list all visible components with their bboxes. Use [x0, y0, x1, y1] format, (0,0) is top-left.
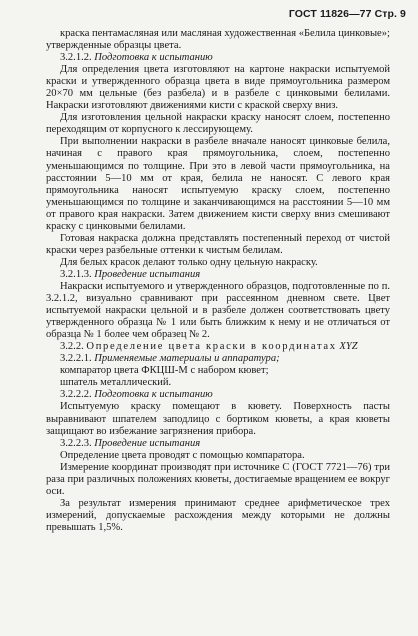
paragraph: При выполнении накраски в разбеле вначале наносят цинковые белила, начиная с правого края прямоугольника, слоем, постепенно уменьшающимся по толщине. При это в левой части прямоугольника, на расстоянии 5—10 мм от края, белила не наносят. С левого края прямоугольника наносят испытуемую краску слоем, постепенно уменьшающимся по толщине и заканчивающимся на расстоянии 5—10 мм от правого края накраски. Затем движением кисти сверху вниз смешивают краску с цинковыми белилами.	[46, 136, 390, 232]
section-heading-3-2-2	[46, 341, 390, 353]
section-title: Проведение испытания	[94, 268, 201, 280]
section-heading-3-2-2-1	[46, 353, 390, 365]
section-number: 3.2.2.2.	[60, 389, 92, 401]
section-heading-3-2-2-3	[46, 438, 390, 450]
section-heading-3-2-2-2	[46, 389, 390, 401]
paragraph: Испытуемую краску помещают в кювету. Поверхность пасты выравнивают шпателем заподлицо с бортиком кюветы, а края кюветы защищают во избежание загрязнения прибора.	[46, 401, 390, 437]
section-number: 3.2.2.	[60, 341, 84, 353]
paragraph: Для белых красок делают только одну цельную накраску.	[60, 256, 318, 268]
paragraph: Для определения цвета изготовляют на картоне накраски испытуемой краски и утвержденного образца цвета в виде прямоугольника размером 20×70 мм цельные (без разбела) и в разбеле с цинковыми белилами. Накраски изготовляют движениями кисти с краской сверху вниз.	[46, 64, 390, 112]
section-title: Подготовка к испытанию	[94, 52, 213, 64]
paragraph: Измерение координат производят при источнике С (ГОСТ 7721—76) три раза при различных положениях кюветы, достигаемые вращением ее вокруг оси.	[46, 461, 390, 497]
section-number: 3.2.2.1.	[60, 353, 92, 365]
paragraph: Готовая накраска должна представлять постепенный переход от чистой краски через разбельные оттенки к чистым белилам.	[46, 232, 390, 256]
section-title-spaced: Определение цвета краски в координатах	[86, 341, 337, 353]
document-body	[46, 28, 390, 534]
section-number: 3.2.1.2.	[60, 52, 92, 64]
section-number: 3.2.2.3.	[60, 437, 92, 449]
section-title: Подготовка к испытанию	[94, 389, 213, 401]
paragraph: Определение цвета проводят с помощью компаратора.	[60, 449, 305, 461]
material-item-spatula: шпатель металлический.	[60, 377, 172, 389]
section-title-xyz: XYZ	[339, 341, 358, 353]
section-heading-3-2-1-3	[46, 269, 390, 281]
section-title: Проведение испытания	[94, 437, 201, 449]
material-item-comparator: компаратор цвета ФКЦШ-М с набором кювет;	[60, 365, 269, 377]
material-item-samples: утвержденные образцы цвета.	[46, 40, 182, 52]
paragraph: За результат измерения принимают среднее арифметическое трех измерений, допускаемые расхождения между которыми не должны превышать 1,5%.	[46, 497, 390, 533]
paragraph: Накраски испытуемого и утвержденного образцов, подготовленные по п. 3.2.1.2, визуально сравнивают при рассеянном дневном свете. Цвет испытуемой накраски цельной и в разбеле должен соответствовать цвету утвержденного образца № 1 или быть ближким к нему и не отличаться от образца № 1 более чем образец № 2.	[46, 280, 390, 341]
material-item-paint: краска пентамасляная или масляная художественная «Белила цинковые»;	[60, 28, 390, 39]
section-heading-3-2-1-2	[46, 52, 390, 64]
standard-number: ГОСТ 11826—77	[288, 8, 372, 20]
section-number: 3.2.1.3.	[60, 268, 92, 280]
paragraph: Для изготовления цельной накраски краску наносят слоем, постепенно переходящим от корпусного к лессирующему.	[46, 112, 390, 136]
page-header	[289, 8, 406, 20]
page-number: Стр. 9	[374, 8, 406, 20]
section-title: Применяемые материалы и аппаратура;	[94, 353, 280, 365]
